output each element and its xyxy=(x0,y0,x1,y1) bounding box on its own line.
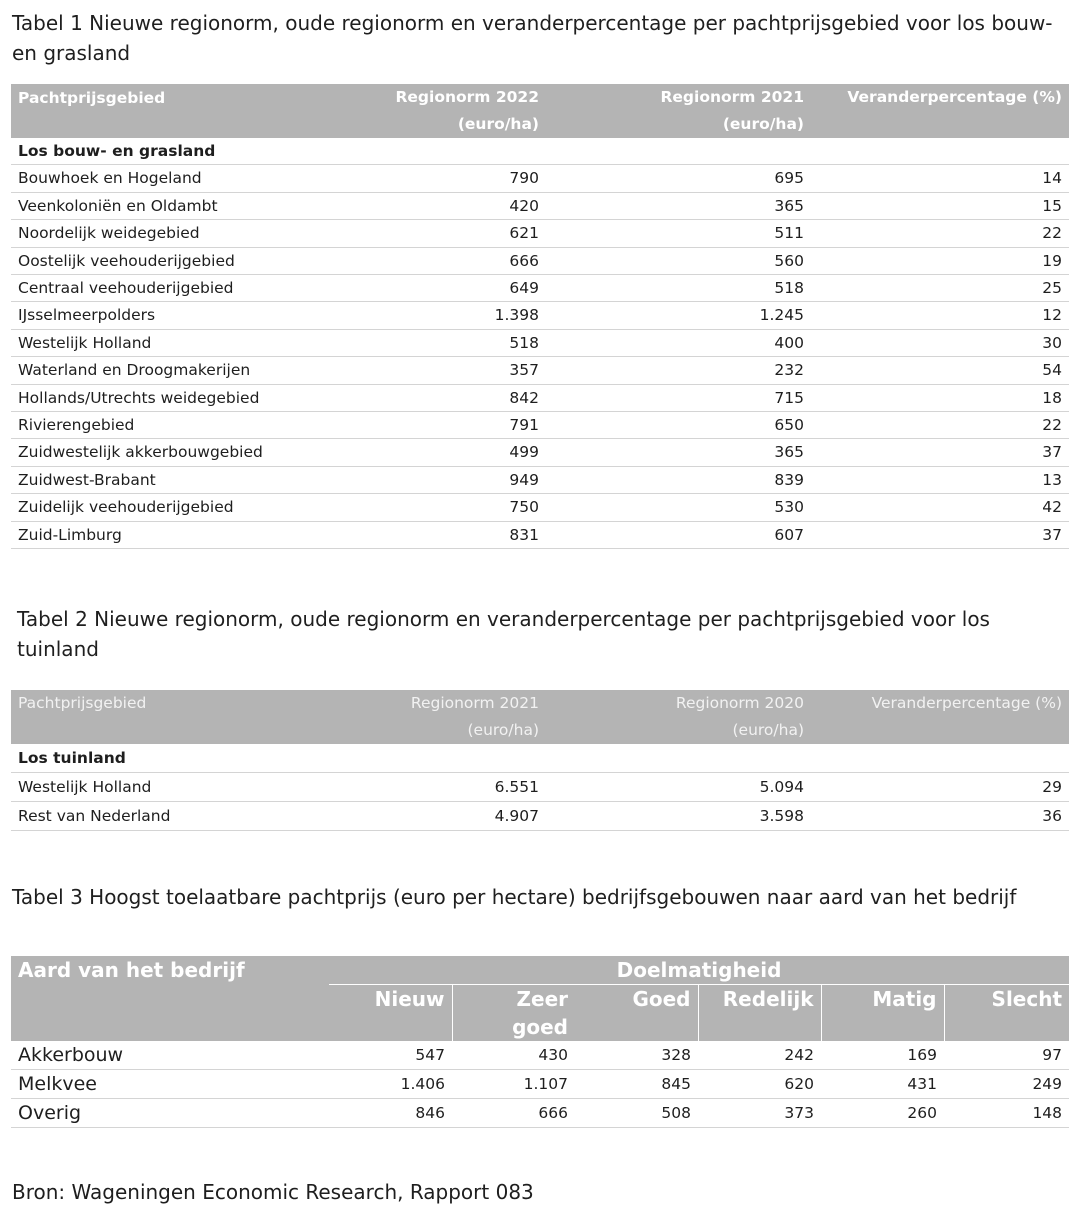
table1-row-label: IJsselmeerpolders xyxy=(11,302,315,329)
table3-cell: 328 xyxy=(575,1041,698,1070)
table3-cell: 97 xyxy=(944,1041,1069,1070)
table3-header-zeer-goed-line1: Zeer xyxy=(516,987,568,1011)
table1-cell: 518 xyxy=(315,329,546,356)
table1-cell: 22 xyxy=(811,412,1069,439)
table3-cell: 846 xyxy=(329,1099,452,1128)
table1-cell: 839 xyxy=(546,466,811,493)
table1-cell: 666 xyxy=(315,247,546,274)
table1-row-label: Veenkoloniën en Oldambt xyxy=(11,192,315,219)
table1-cell: 790 xyxy=(315,165,546,192)
table3-cell: 1.107 xyxy=(452,1070,575,1099)
table1-cell: 650 xyxy=(546,412,811,439)
table1-cell: 357 xyxy=(315,357,546,384)
table1-cell: 530 xyxy=(546,494,811,521)
table1-cell: 1.245 xyxy=(546,302,811,329)
table1 xyxy=(11,84,1069,549)
table2-header-regionorm-2021-label: Regionorm 2021 xyxy=(410,694,539,712)
table1-cell: 750 xyxy=(315,494,546,521)
table3-cell: 430 xyxy=(452,1041,575,1070)
table2-cell: 29 xyxy=(811,773,1069,802)
table3-cell: 508 xyxy=(575,1099,698,1128)
table1-row xyxy=(11,412,1069,439)
table1-row-label: Waterland en Droogmakerijen xyxy=(11,357,315,384)
table1-row xyxy=(11,329,1069,356)
table1-row xyxy=(11,466,1069,493)
table3-cell: 249 xyxy=(944,1070,1069,1099)
table1-row xyxy=(11,384,1069,411)
table1-cell: 831 xyxy=(315,521,546,548)
table3-cell: 431 xyxy=(821,1070,944,1099)
table1-row-label: Rivierengebied xyxy=(11,412,315,439)
table3-header-redelijk: Redelijk xyxy=(698,985,821,1042)
table2-header-change: Veranderpercentage (%) xyxy=(811,690,1069,744)
table3-header-slecht: Slecht xyxy=(944,985,1069,1042)
table1-cell: 791 xyxy=(315,412,546,439)
table1-row-label: Zuidwestelijk akkerbouwgebied xyxy=(11,439,315,466)
table1-header-regionorm-2022-label: Regionorm 2022 xyxy=(395,88,539,106)
table2-header-regionorm-2020-unit: (euro/ha) xyxy=(732,721,804,739)
table1-cell: 695 xyxy=(546,165,811,192)
table2-header-row xyxy=(11,690,1069,744)
table2-header-region: Pachtprijsgebied xyxy=(11,690,315,744)
table1-cell: 842 xyxy=(315,384,546,411)
table1-row xyxy=(11,357,1069,384)
table3-cell: 666 xyxy=(452,1099,575,1128)
table2-cell: 4.907 xyxy=(315,802,546,831)
table1-cell: 232 xyxy=(546,357,811,384)
table1-cell: 365 xyxy=(546,439,811,466)
table1-row xyxy=(11,247,1069,274)
table1-cell: 25 xyxy=(811,275,1069,302)
table2-group-label: Los tuinland xyxy=(11,744,1069,773)
table3-row-label: Overig xyxy=(11,1099,329,1128)
table1-cell: 420 xyxy=(315,192,546,219)
table1-cell: 400 xyxy=(546,329,811,356)
table3-header-zeer-goed-line2: goed xyxy=(512,1015,568,1039)
table1-row xyxy=(11,192,1069,219)
table1-row-label: Centraal veehouderijgebied xyxy=(11,275,315,302)
table1-cell: 518 xyxy=(546,275,811,302)
table3-cell: 169 xyxy=(821,1041,944,1070)
table1-cell: 30 xyxy=(811,329,1069,356)
table1-group-label: Los bouw- en grasland xyxy=(11,138,1069,165)
table3-header-matig: Matig xyxy=(821,985,944,1042)
table2-header-regionorm-2021-unit: (euro/ha) xyxy=(467,721,539,739)
table1-row xyxy=(11,165,1069,192)
table3-header-row-1 xyxy=(11,956,1069,985)
table3-header-zeer-goed xyxy=(452,985,575,1042)
source-note: Bron: Wageningen Economic Research, Rapport 083 xyxy=(12,1180,534,1204)
table2-group-row xyxy=(11,744,1069,773)
table3-cell: 547 xyxy=(329,1041,452,1070)
table1-cell: 15 xyxy=(811,192,1069,219)
table2-header-regionorm-2021 xyxy=(315,690,546,744)
table2-cell: 5.094 xyxy=(546,773,811,802)
table3-cell: 242 xyxy=(698,1041,821,1070)
table1-cell: 511 xyxy=(546,220,811,247)
table2-header-regionorm-2020-label: Regionorm 2020 xyxy=(675,694,804,712)
table1-cell: 949 xyxy=(315,466,546,493)
table1-cell: 19 xyxy=(811,247,1069,274)
table3-header-nieuw: Nieuw xyxy=(329,985,452,1042)
table1-cell: 13 xyxy=(811,466,1069,493)
table1-row-label: Oostelijk veehouderijgebied xyxy=(11,247,315,274)
table1-header-regionorm-2022 xyxy=(315,84,546,138)
table1-group-row xyxy=(11,138,1069,165)
table1-row-label: Bouwhoek en Hogeland xyxy=(11,165,315,192)
table1-header-regionorm-2022-unit: (euro/ha) xyxy=(457,115,539,133)
table3-row xyxy=(11,1099,1069,1128)
table1-header-regionorm-2021 xyxy=(546,84,811,138)
table1-row-label: Hollands/Utrechts weidegebied xyxy=(11,384,315,411)
table1-cell: 715 xyxy=(546,384,811,411)
table1-row xyxy=(11,494,1069,521)
table1-row xyxy=(11,220,1069,247)
table1-cell: 14 xyxy=(811,165,1069,192)
table1-row-label: Zuid-Limburg xyxy=(11,521,315,548)
table3-cell: 845 xyxy=(575,1070,698,1099)
table2 xyxy=(11,690,1069,831)
table3-row xyxy=(11,1041,1069,1070)
table1-cell: 1.398 xyxy=(315,302,546,329)
table1-row-label: Westelijk Holland xyxy=(11,329,315,356)
table1-cell: 560 xyxy=(546,247,811,274)
table2-cell: 3.598 xyxy=(546,802,811,831)
table2-row-label: Westelijk Holland xyxy=(11,773,315,802)
table1-cell: 37 xyxy=(811,439,1069,466)
table3-cell: 260 xyxy=(821,1099,944,1128)
table1-row-label: Zuidwest-Brabant xyxy=(11,466,315,493)
table3 xyxy=(11,956,1069,1128)
table3-header-type: Aard van het bedrijf xyxy=(11,956,329,1041)
table2-caption: Tabel 2 Nieuwe regionorm, oude regionorm en veranderpercentage per pachtprijsgebied voor los tuinland xyxy=(17,607,990,661)
table1-header-regionorm-2021-label: Regionorm 2021 xyxy=(660,88,804,106)
table1-cell: 607 xyxy=(546,521,811,548)
table2-row-label: Rest van Nederland xyxy=(11,802,315,831)
table1-row xyxy=(11,275,1069,302)
table2-cell: 6.551 xyxy=(315,773,546,802)
table1-cell: 649 xyxy=(315,275,546,302)
table3-row xyxy=(11,1070,1069,1099)
table3-cell: 620 xyxy=(698,1070,821,1099)
table2-cell: 36 xyxy=(811,802,1069,831)
table1-header-regionorm-2021-unit: (euro/ha) xyxy=(722,115,804,133)
table2-row xyxy=(11,802,1069,831)
table1-cell: 12 xyxy=(811,302,1069,329)
table1-cell: 18 xyxy=(811,384,1069,411)
table1-row xyxy=(11,439,1069,466)
table1-row xyxy=(11,302,1069,329)
table3-caption: Tabel 3 Hoogst toelaatbare pachtprijs (euro per hectare) bedrijfsgebouwen naar aard van het bedrijf xyxy=(12,885,1017,909)
table3-header-goed: Goed xyxy=(575,985,698,1042)
table3-cell: 1.406 xyxy=(329,1070,452,1099)
table1-row-label: Zuidelijk veehouderijgebied xyxy=(11,494,315,521)
table3-row-label: Akkerbouw xyxy=(11,1041,329,1070)
table2-header-regionorm-2020 xyxy=(546,690,811,744)
table1-cell: 37 xyxy=(811,521,1069,548)
table1-cell: 365 xyxy=(546,192,811,219)
table1-cell: 42 xyxy=(811,494,1069,521)
table2-row xyxy=(11,773,1069,802)
table1-row xyxy=(11,521,1069,548)
table3-cell: 148 xyxy=(944,1099,1069,1128)
table1-caption: Tabel 1 Nieuwe regionorm, oude regionorm en veranderpercentage per pachtprijsgebied voor los bouw- en grasland xyxy=(12,11,1053,65)
table3-header-doelmatigheid: Doelmatigheid xyxy=(329,956,1069,985)
table1-cell: 54 xyxy=(811,357,1069,384)
table1-header-change: Veranderpercentage (%) xyxy=(811,84,1069,138)
table3-row-label: Melkvee xyxy=(11,1070,329,1099)
table3-cell: 373 xyxy=(698,1099,821,1128)
table1-cell: 22 xyxy=(811,220,1069,247)
table1-cell: 621 xyxy=(315,220,546,247)
table1-row-label: Noordelijk weidegebied xyxy=(11,220,315,247)
table1-header-region: Pachtprijsgebied xyxy=(11,84,315,138)
table1-cell: 499 xyxy=(315,439,546,466)
table1-header-row xyxy=(11,84,1069,138)
